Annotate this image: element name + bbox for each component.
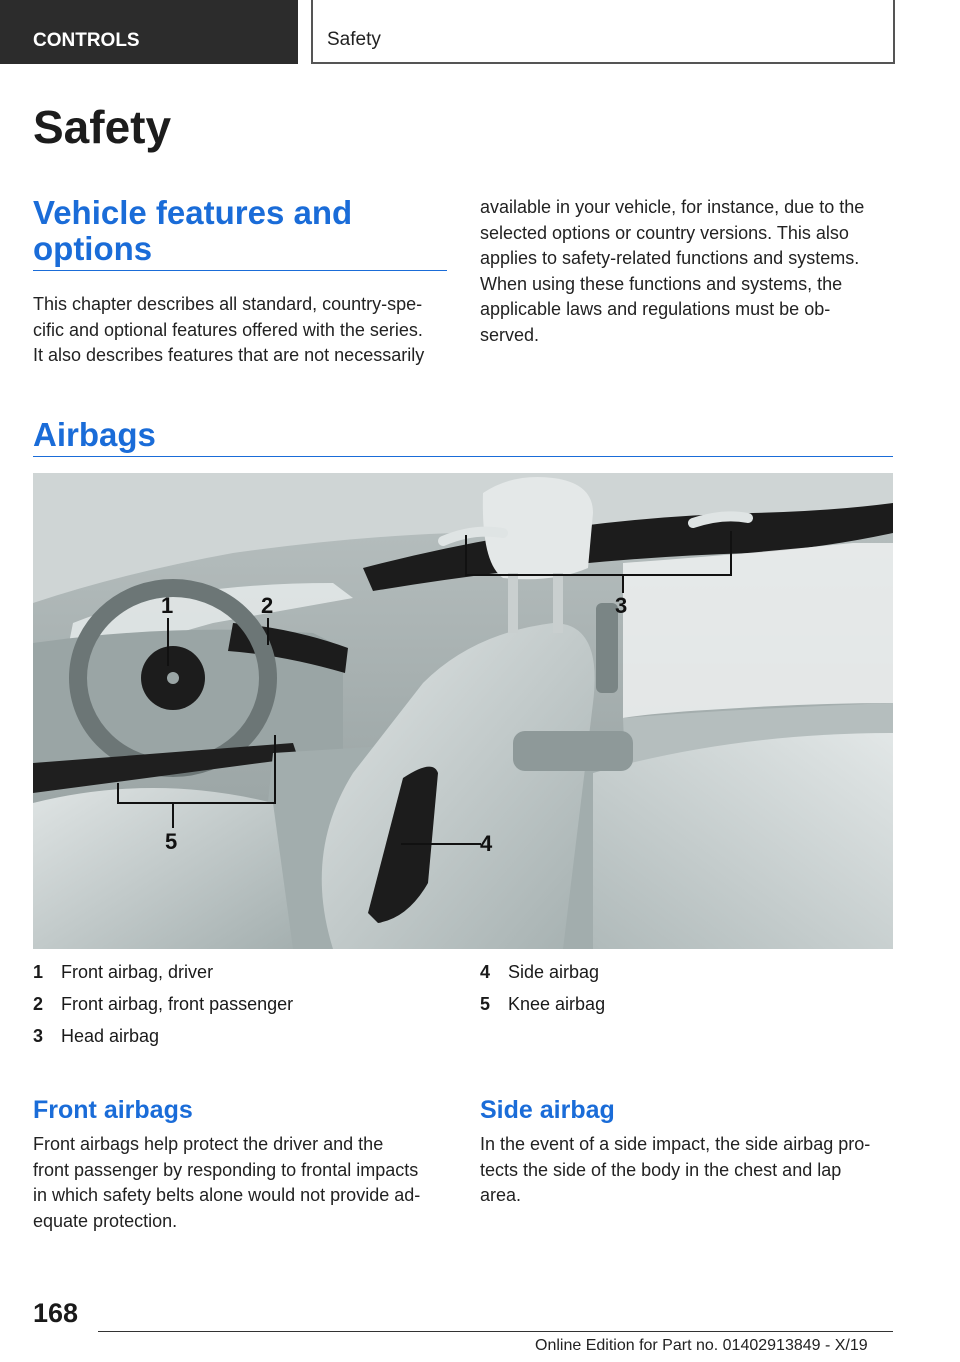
callout-number-1: 1: [161, 593, 174, 618]
front-airbags-line-2: front passenger by responding to frontal impacts: [33, 1159, 419, 1180]
callout-number-5: 5: [165, 829, 178, 854]
legend-label: Knee airbag: [508, 994, 606, 1014]
vehicle-features-left-line-2: cific and optional features offered with the series.: [33, 319, 423, 340]
side-airbag-line-3: area.: [480, 1185, 522, 1205]
legend-number: 3: [33, 1026, 44, 1046]
vehicle-features-right-line-4: When using these functions and systems, the: [480, 273, 843, 294]
page-header: [0, 0, 896, 64]
footer-edition-text: Online Edition for Part no. 01402913849 - X/19: [535, 1337, 868, 1354]
vehicle-features-right-line-1: available in your vehicle, for instance, due to the: [480, 197, 865, 217]
vehicle-features-right-line-5: applicable laws and regulations must be ob-: [480, 299, 831, 319]
car-interior-drawing: [33, 473, 893, 949]
page-title: Safety: [33, 101, 172, 153]
airbag-locations-illustration: [33, 473, 893, 949]
vehicle-features-left-line-1: This chapter describes all standard, country-spe-: [33, 294, 423, 314]
footer-rule: [98, 1331, 893, 1332]
airbag-legend-left: [33, 962, 453, 1058]
side-airbag-paragraph: [480, 1132, 895, 1209]
vehicle-features-paragraph-left: [33, 292, 453, 369]
vehicle-features-heading-line2: options: [33, 230, 153, 267]
legend-item: [480, 994, 895, 1026]
header-topic-label: Safety: [311, 0, 895, 64]
page-number: 168: [33, 1298, 79, 1328]
front-airbags-paragraph: [33, 1132, 453, 1234]
header-section-label: CONTROLS: [0, 0, 298, 64]
front-airbags-line-3: in which safety belts alone would not provide ad-: [33, 1185, 421, 1205]
side-airbag-line-2: tects the side of the body in the chest and lap: [480, 1159, 842, 1180]
legend-label: Side airbag: [508, 962, 600, 982]
side-airbag-line-1: In the event of a side impact, the side airbag pro-: [480, 1134, 871, 1154]
front-airbags-line-1: Front airbags help protect the driver and the: [33, 1134, 384, 1154]
legend-label: Front airbag, driver: [61, 962, 214, 982]
airbags-rule: [33, 456, 893, 457]
vehicle-features-right-line-2: selected options or country versions. This also: [480, 222, 849, 243]
callout-number-4: 4: [480, 831, 493, 856]
legend-number: 5: [480, 994, 491, 1014]
callout-number-2: 2: [261, 593, 274, 618]
legend-number: 1: [33, 962, 44, 982]
vehicle-features-paragraph-right: [480, 195, 895, 348]
legend-item: [33, 962, 453, 994]
vehicle-features-left-line-3: It also describes features that are not necessarily: [33, 345, 425, 365]
legend-item: [33, 994, 453, 1026]
legend-label: Front airbag, front passenger: [61, 994, 294, 1014]
callout-number-3: 3: [615, 593, 628, 618]
legend-item: [33, 1026, 453, 1058]
vehicle-features-right-line-6: served.: [480, 324, 540, 345]
legend-label: Head airbag: [61, 1026, 160, 1046]
front-airbags-line-4: equate protection.: [33, 1210, 178, 1231]
airbags-heading: Airbags: [33, 416, 156, 453]
vehicle-features-right-line-3: applies to safety-related functions and systems.: [480, 248, 860, 268]
legend-number: 4: [480, 962, 491, 982]
airbag-legend-right: [480, 962, 895, 1026]
legend-item: [480, 962, 895, 994]
side-airbag-heading: Side airbag: [480, 1096, 615, 1124]
front-airbags-heading: Front airbags: [33, 1096, 193, 1124]
legend-number: 2: [33, 994, 44, 1014]
vehicle-features-rule: [33, 270, 447, 271]
vehicle-features-heading-line1: Vehicle features and: [33, 194, 353, 231]
vehicle-features-heading: [33, 195, 352, 267]
